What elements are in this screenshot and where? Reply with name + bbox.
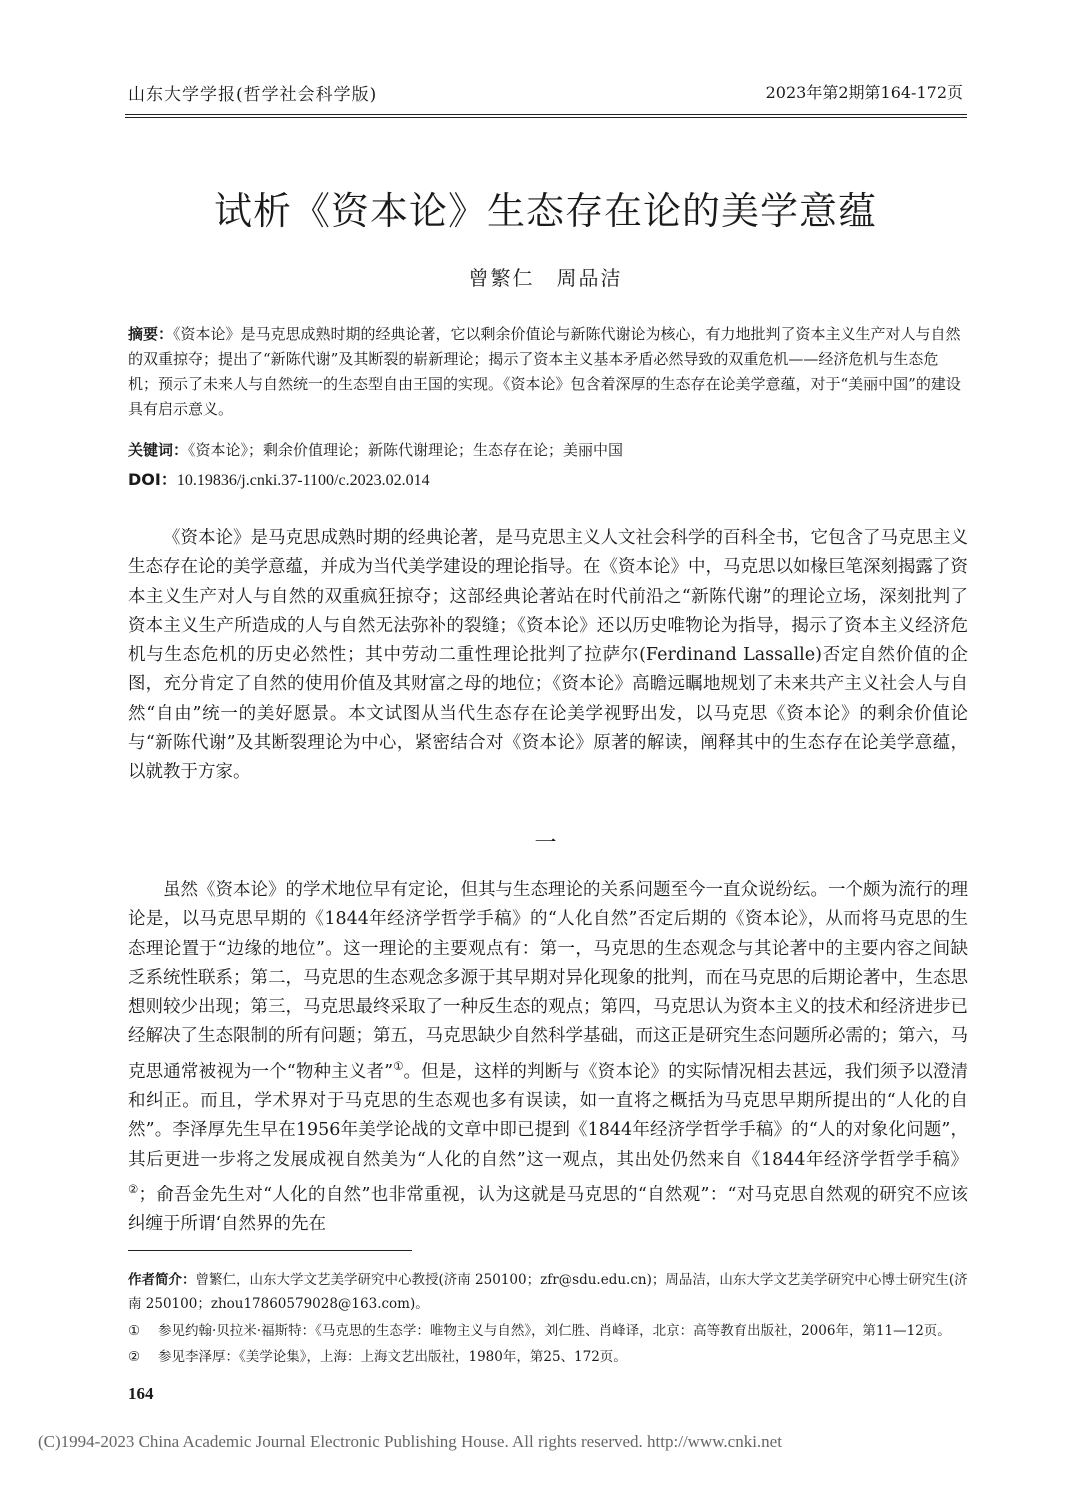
footnote-ref-1[interactable]: ① xyxy=(393,1058,404,1073)
section1-text-part1: 虽然《资本论》的学术地位早有定论，但其与生态理论的关系问题至今一直众说纷纭。一个颇为流行的理论是，以马克思早期的《1844年经济学哲学手稿》的“人化自然”否定后期的《资本论》，从而将马克思的生态理论置于“边缘的地位”。这一理论的主要观点有：第一，马克思的生态观念与其论著中的主要内容之间缺乏系统性联系；第二，马克思的生态观念多源于其早期对异化现象的批判，而在马克思的后期论著中，生态思想则较少出现；第三，马克思最终采取了一种反生态的观点；第四，马克思认为资本主义的技术和经济进步已经解决了生态限制的所有问题；第五，马克思缺少自然科学基础，而这正是研究生态问题所必需的；第六，马克思通常被视为一个“物种主义者” xyxy=(128,880,968,1082)
doi-text: 10.19836/j.cnki.37-1100/c.2023.02.014 xyxy=(176,472,430,489)
page-number: 164 xyxy=(128,1384,154,1403)
footnote-1 xyxy=(128,1319,968,1343)
footnote-ref-2[interactable]: ② xyxy=(128,1181,139,1196)
header-rule xyxy=(125,114,967,115)
footnote-1-text: 参见约翰·贝拉米·福斯特：《马克思的生态学：唯物主义与自然》，刘仁胜、肖峰译，北京：高等教育出版社，2006年，第11—12页。 xyxy=(158,1323,951,1339)
footnote-rule xyxy=(128,1250,412,1251)
abstract-label: 摘要： xyxy=(128,325,174,343)
section1-text-part2: 。但是，这样的判断与《资本论》的实际情况相去甚远，我们须予以澄清和纠正。而且，学术界对于马克思的生态观也多有误读，如一直将之概括为马克思早期所提出的“人化的自然”。李泽厚先生早在1956年美学论战的文章中即已提到《1844年经济学哲学手稿》的“人的对象化问题”，其后更进一步将之发展成视自然美为“人化的自然”这一观点，其出处仍然来自《1844年经济学哲学手稿》 xyxy=(128,1061,969,1170)
section-number: 一 xyxy=(534,831,557,856)
keywords-text: 《资本论》；剩余价值理论；新陈代谢理论；生态存在论；美丽中国 xyxy=(188,441,624,459)
author-bio-label: 作者简介： xyxy=(128,1272,196,1288)
section1-text-part3: ；俞吾金先生对“人化的自然”也非常重视，认为这就是马克思的“自然观”：“对马克思自然观的研究不应该纠缠于所谓‘自然界的先在 xyxy=(128,1184,968,1234)
keywords-label: 关键词： xyxy=(128,441,189,459)
footnote-2-text: 参见李泽厚：《美学论集》，上海：上海文艺出版社，1980年，第25、172页。 xyxy=(158,1349,627,1365)
intro-paragraph: 《资本论》是马克思成熟时期的经典论著，是马克思主义人文社会科学的百科全书，它包含了马克思主义生态存在论的美学意蕴，并成为当代美学建设的理论指导。在《资本论》中，马克思以如椽巨笔深刻揭露了资本主义生产对人与自然的双重疯狂掠夺；这部经典论著站在时代前沿之“新陈代谢”的理论立场，深刻批判了资本主义生产所造成的人与自然无法弥补的裂缝；《资本论》还以历史唯物论为指导，揭示了资本主义经济危机与生态危机的历史必然性；其中劳动二重性理论批判了拉萨尔(Ferdinand Lassalle)否定自然价值的企图，充分肯定了自然的使用价值及其财富之母的地位；《资本论》高瞻远瞩地规划了未来共产主义社会人与自然“自由”统一的美好愿景。本文试图从当代生态存在论美学视野出发，以马克思《资本论》的剩余价值论与“新陈代谢”及其断裂理论为中心，紧密结合对《资本论》原著的解读，阐释其中的生态存在论美学意蕴，以就教于方家。 xyxy=(128,528,968,783)
issue-pages: 2023年第2期第164-172页 xyxy=(765,83,963,102)
section1-paragraph xyxy=(128,876,968,1239)
header-rule-inner xyxy=(125,117,967,118)
author-bio-text: 曾繁仁，山东大学文艺美学研究中心教授(济南 250100；zfr@sdu.edu.cn)；周品洁，山东大学文艺美学研究中心博士研究生(济南 250100；zhou17860579028@163.com)。 xyxy=(128,1272,968,1312)
journal-name: 山东大学学报(哲学社会科学版) xyxy=(128,85,378,105)
abstract xyxy=(128,322,968,422)
doi-label: DOI： xyxy=(128,470,177,489)
copyright-footer: (C)1994-2023 China Academic Journal Electronic Publishing House. All rights reserved. http://www.cnki.net xyxy=(38,1432,782,1451)
footnote-1-number: ① xyxy=(128,1323,141,1339)
abstract-text: 《资本论》是马克思成熟时期的经典论著，它以剩余价值论与新陈代谢论为核心，有力地批判了资本主义生产对人与自然的双重掠夺；提出了“新陈代谢”及其断裂的崭新理论；揭示了资本主义基本矛盾必然导致的双重危机——经济危机与生态危机；预示了未来人与自然统一的生态型自由王国的实现。《资本论》包含着深厚的生态存在论美学意蕴，对于“美丽中国”的建设具有启示意义。 xyxy=(128,325,961,418)
footnote-2 xyxy=(128,1345,968,1369)
article-title: 试析《资本论》生态存在论的美学意蕴 xyxy=(213,189,877,233)
doi xyxy=(128,467,968,493)
article-authors: 曾繁仁 周品洁 xyxy=(468,266,623,290)
footnote-2-number: ② xyxy=(128,1349,141,1365)
author-bio xyxy=(128,1268,968,1316)
keywords xyxy=(128,438,968,463)
